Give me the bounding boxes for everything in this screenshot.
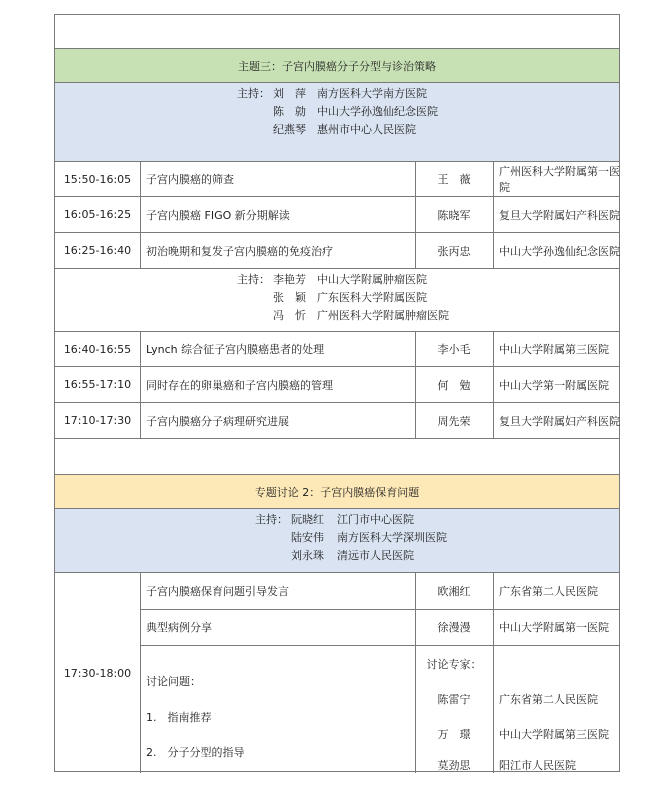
discussion-title: 专题讨论 2：子宫内膜癌保育问题 [254, 485, 420, 499]
question-item: 2. 分子分型的指导 [146, 746, 245, 759]
host-institution: 清远市人民医院 [337, 549, 414, 562]
expert-name: 万 璟 [437, 728, 471, 741]
host-name: 冯 忻 [273, 309, 306, 322]
discussion-speaker: 徐漫漫 [437, 621, 471, 634]
host-line [55, 307, 619, 325]
agenda-table [54, 14, 620, 772]
expert-name: 陈雷宁 [437, 693, 471, 706]
hosts-block-a [55, 83, 619, 162]
host-line [55, 547, 619, 565]
discussion-institution: 广东省第二人民医院 [499, 585, 598, 598]
session-time: 17:10-17:30 [63, 414, 132, 427]
host-line [55, 121, 619, 139]
host-name: 阮晓红 [291, 513, 324, 526]
host-institution: 南方医科大学南方医院 [317, 87, 427, 100]
session-speaker: 王 薇 [437, 173, 471, 186]
session-topic: 子宫内膜癌的筛查 [146, 173, 234, 186]
host-institution: 中山大学孙逸仙纪念医院 [317, 105, 438, 118]
session-time: 16:05-16:25 [63, 208, 132, 221]
session-time: 16:40-16:55 [63, 342, 132, 356]
session-institution: 中山大学附属第三医院 [499, 343, 609, 356]
host-name: 纪燕琴 [273, 123, 306, 136]
host-label: 主持： [237, 273, 270, 286]
discussion-time: 17:30-18:00 [63, 666, 132, 680]
discussion-body [55, 573, 619, 773]
spacer-row [55, 15, 619, 49]
host-name: 陈 勍 [273, 105, 306, 118]
session-time: 16:25-16:40 [63, 244, 132, 257]
expert-institution: 广东省第二人民医院 [499, 693, 598, 706]
theme-title: 主题三：子宫内膜癌分子分型与诊治策略 [238, 59, 436, 73]
host-name: 刘 萍 [273, 87, 306, 100]
hosts-block-b [55, 269, 619, 332]
session-speaker: 何 勉 [437, 378, 471, 392]
spacer-row [55, 439, 619, 475]
host-institution: 广州医科大学附属肿瘤医院 [317, 309, 449, 322]
expert-institution: 阳江市人民医院 [499, 759, 576, 772]
host-line [55, 511, 619, 529]
discussion-topic: 子宫内膜癌保育问题引导发言 [146, 585, 289, 598]
session-row [55, 233, 619, 269]
session-speaker: 陈晓军 [437, 208, 471, 222]
session-institution: 中山大学孙逸仙纪念医院 [499, 244, 620, 258]
host-institution: 惠州市中心人民医院 [317, 123, 416, 136]
session-speaker: 李小毛 [437, 343, 471, 356]
session-row [55, 367, 619, 403]
session-time: 16:55-17:10 [63, 378, 132, 391]
theme-title-row [55, 49, 619, 83]
discussion-institution: 中山大学附属第一医院 [499, 621, 609, 634]
discussion-title-row [55, 475, 619, 509]
session-topic: 初治晚期和复发子宫内膜癌的免疫治疗 [146, 244, 333, 258]
experts-label: 讨论专家： [426, 658, 482, 671]
host-line [55, 271, 619, 289]
session-topic: 子宫内膜癌 FIGO 新分期解读 [146, 208, 290, 222]
host-institution: 江门市中心医院 [337, 513, 414, 526]
host-label: 主持： [237, 87, 270, 100]
host-institution: 南方医科大学深圳医院 [337, 531, 447, 544]
question-item: 1. 指南推荐 [146, 711, 212, 724]
host-line [55, 103, 619, 121]
session-institution: 广州医科大学附属第一医院 [499, 165, 620, 194]
session-row [55, 162, 619, 197]
expert-name: 莫劲思 [437, 759, 471, 772]
host-institution: 广东医科大学附属医院 [317, 291, 427, 304]
host-line [55, 529, 619, 547]
session-row [55, 332, 619, 367]
discussion-speaker: 欧湘红 [437, 585, 471, 598]
expert-institution: 中山大学附属第三医院 [499, 728, 609, 741]
host-institution: 中山大学附属肿瘤医院 [317, 273, 427, 286]
session-institution: 复旦大学附属妇产科医院 [499, 208, 620, 222]
session-time: 15:50-16:05 [63, 172, 132, 186]
host-label: 主持： [255, 513, 288, 526]
host-line [55, 85, 619, 103]
session-topic: 子宫内膜癌分子病理研究进展 [146, 414, 289, 428]
session-institution: 复旦大学附属妇产科医院 [499, 414, 620, 428]
host-name: 李艳芳 [273, 273, 306, 286]
host-name: 刘永珠 [291, 549, 324, 562]
discussion-topic: 典型病例分享 [146, 621, 212, 634]
session-speaker: 周先荣 [437, 414, 471, 428]
host-name: 张 颖 [273, 291, 306, 304]
host-name: 陆安伟 [291, 531, 324, 544]
hosts-block-c [55, 509, 619, 573]
session-topic: Lynch 综合征子宫内膜癌患者的处理 [146, 343, 325, 356]
session-topic: 同时存在的卵巢癌和子宫内膜癌的管理 [146, 378, 333, 392]
session-speaker: 张丙忠 [437, 244, 471, 258]
host-line [55, 289, 619, 307]
session-institution: 中山大学第一附属医院 [499, 378, 609, 392]
session-row [55, 197, 619, 233]
session-row [55, 403, 619, 439]
questions-label: 讨论问题： [146, 675, 201, 688]
